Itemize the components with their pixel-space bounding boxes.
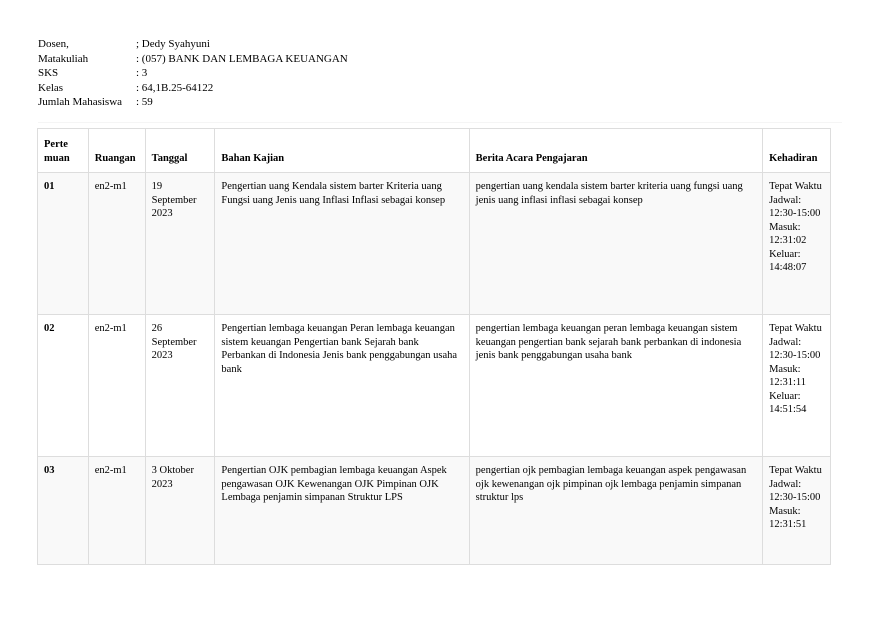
col-header-berita-acara: Berita Acara Pengajaran [469,129,762,173]
dosen-label: Dosen, [38,38,69,50]
cell-berita-acara: pengertian uang kendala sistem barter kriteria uang fungsi uang jenis uang inflasi inflasi sebagai konsep [469,173,762,315]
col-header-kehadiran: Kehadiran [763,129,831,173]
cell-bahan-kajian: Pengertian OJK pembagian lembaga keuangan Aspek pengawasan OJK Kewenangan OJK Pimpinan OJK Lembaga penjamin simpanan Struktur LPS [215,457,469,565]
header-row-jumlah-mahasiswa [38,95,842,110]
header-row-matakuliah [38,52,842,67]
header-row-kelas [38,81,842,96]
col-header-tanggal: Tanggal [145,129,215,173]
table-row [38,173,831,315]
sks-label: SKS [38,67,59,79]
col-header-ruangan: Ruangan [88,129,145,173]
cell-berita-acara: pengertian lembaga keuangan peran lembaga keuangan sistem keuangan pengertian bank sejarah bank perbankan di indonesia jenis bank penggabungan usaha bank [469,315,762,457]
jumlah-mahasiswa-value: : 59 [136,96,153,108]
table-row [38,457,831,565]
col-header-pertemuan: Perte muan [38,129,89,173]
cell-tanggal: 26 September 2023 [145,315,215,457]
cell-tanggal: 3 Oktober 2023 [145,457,215,565]
course-info-header [38,37,842,122]
schedule-table [37,128,831,565]
cell-berita-acara: pengertian ojk pembagian lembaga keuangan aspek pengawasan ojk kewenangan ojk pimpinan ojk lembaga penjamin simpanan struktur lps [469,457,762,565]
cell-pertemuan: 02 [38,315,89,457]
matakuliah-label: Matakuliah [38,52,89,65]
cell-ruangan: en2-m1 [88,173,145,315]
header-row-sks [38,66,842,81]
sks-value: : 3 [136,67,148,79]
cell-ruangan: en2-m1 [88,315,145,457]
cell-kehadiran: Tepat Waktu Jadwal: 12:30-15:00 Masuk: 12:31:51 [763,457,831,565]
header-row-dosen [38,37,842,52]
cell-kehadiran: Tepat Waktu Jadwal: 12:30-15:00 Masuk: 12:31:11 Keluar: 14:51:54 [763,315,831,457]
table-header-row [38,129,831,173]
cell-pertemuan: 03 [38,457,89,565]
table-row [38,315,831,457]
cell-ruangan: en2-m1 [88,457,145,565]
cell-bahan-kajian: Pengertian lembaga keuangan Peran lembaga keuangan sistem keuangan Pengertian bank Sejarah bank Perbankan di Indonesia Jenis bank penggabungan usaha bank [215,315,469,457]
kelas-value: : 64,1B.25-64122 [136,81,214,94]
jumlah-mahasiswa-label: Jumlah Mahasiswa [38,96,123,108]
cell-bahan-kajian: Pengertian uang Kendala sistem barter Kriteria uang Fungsi uang Jenis uang Inflasi Inflasi sebagai konsep [215,173,469,315]
cell-kehadiran: Tepat Waktu Jadwal: 12:30-15:00 Masuk: 12:31:02 Keluar: 14:48:07 [763,173,831,315]
cell-tanggal: 19 September 2023 [145,173,215,315]
cell-pertemuan: 01 [38,173,89,315]
col-header-bahan-kajian: Bahan Kajian [215,129,469,173]
matakuliah-value: : (057) BANK DAN LEMBAGA KEUANGAN [136,52,348,65]
kelas-label: Kelas [38,81,64,94]
dosen-value: ; Dedy Syahyuni [136,38,210,50]
